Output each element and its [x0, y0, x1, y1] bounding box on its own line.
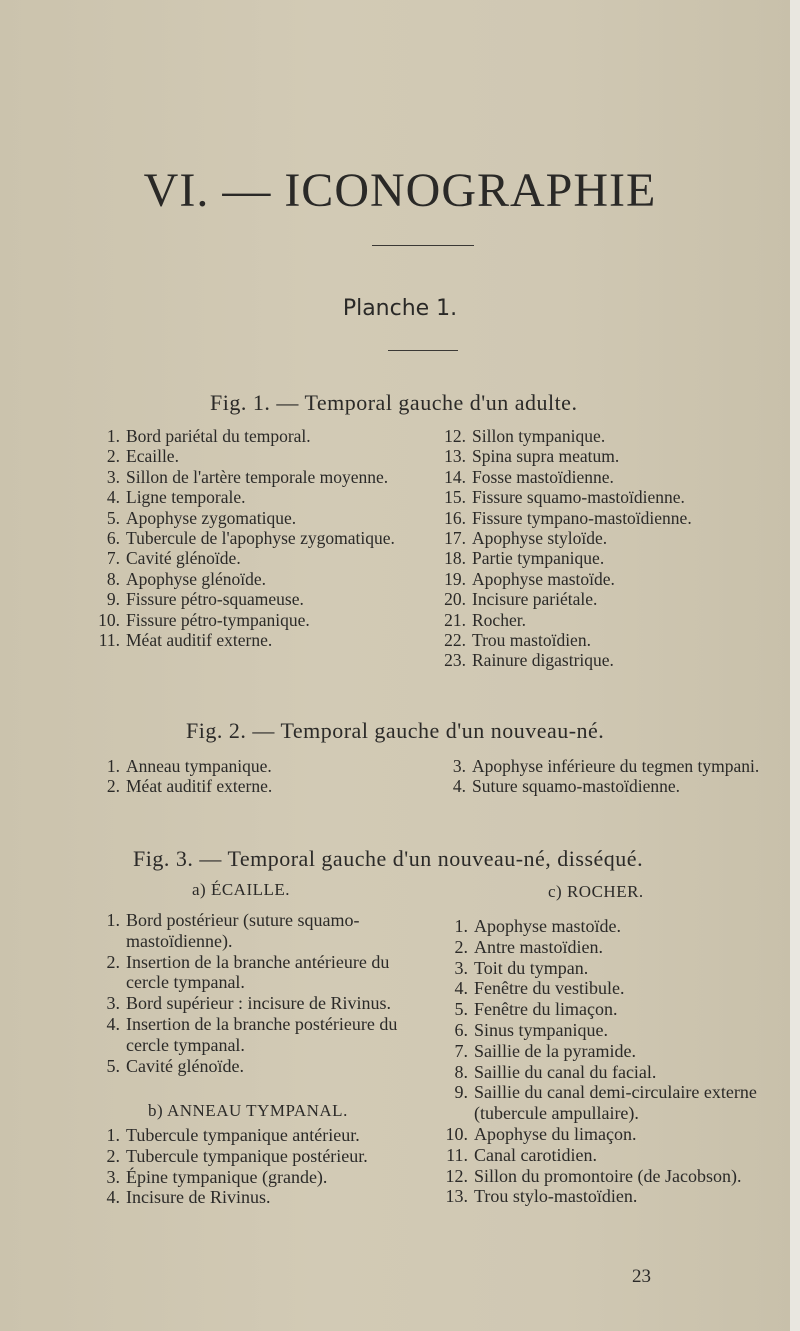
item-text: Canal carotidien.	[474, 1144, 597, 1165]
item-text: Saillie du canal du facial.	[474, 1061, 657, 1082]
item-number: 19.	[444, 568, 466, 589]
item-text: Fissure pétro-tympanique.	[126, 609, 310, 630]
item-number: 2.	[106, 1145, 120, 1166]
list-item	[96, 1014, 412, 1056]
item-number: 1.	[106, 1125, 120, 1145]
item-number: 18.	[444, 548, 466, 569]
item-number: 11.	[98, 630, 120, 651]
item-text: Antre mastoïdien.	[474, 936, 603, 957]
list-item	[442, 446, 772, 466]
item-number: 23.	[444, 650, 466, 671]
fig1-right-list	[442, 426, 772, 671]
item-number: 3.	[452, 756, 466, 776]
item-text: Fissure squamo-mastoïdienne.	[472, 487, 685, 508]
item-text: Ecaille.	[126, 446, 179, 467]
list-item	[96, 548, 396, 568]
item-number: 14.	[444, 466, 466, 487]
list-item	[442, 630, 772, 650]
list-item	[442, 548, 772, 568]
item-text: Tubercule de l'apophyse zygomatique.	[126, 528, 395, 549]
item-text: Rainure digastrique.	[472, 650, 614, 671]
item-text: Insertion de la branche antérieure du cercle tympanal.	[126, 951, 390, 993]
list-item	[444, 1145, 762, 1166]
item-number: 11.	[446, 1144, 468, 1165]
item-number: 4.	[452, 776, 466, 797]
list-item	[444, 1041, 762, 1062]
item-number: 8.	[454, 1061, 468, 1082]
list-item	[96, 952, 412, 994]
list-item	[96, 487, 396, 507]
item-text: Apophyse inférieure du tegmen tympani.	[472, 756, 760, 776]
item-text: Suture squamo-mastoïdienne.	[472, 776, 681, 797]
item-number: 6.	[106, 528, 120, 549]
item-number: 22.	[444, 630, 466, 651]
item-text: Partie tympanique.	[472, 548, 605, 569]
list-item	[442, 467, 772, 487]
item-text: Apophyse mastoïde.	[472, 568, 615, 589]
list-item	[96, 756, 426, 776]
list-item	[444, 1020, 762, 1041]
item-text: Cavité glénoïde.	[126, 1055, 244, 1076]
list-item	[96, 528, 396, 548]
item-number: 7.	[454, 1040, 468, 1061]
item-text: Ligne temporale.	[126, 487, 246, 508]
item-text: Bord pariétal du temporal.	[126, 426, 311, 446]
item-number: 17.	[444, 528, 466, 549]
list-item	[442, 487, 772, 507]
list-item	[444, 1062, 762, 1083]
title-rule	[372, 245, 474, 246]
list-item	[96, 1167, 412, 1188]
item-text: Apophyse zygomatique.	[126, 507, 297, 528]
list-item	[444, 1082, 762, 1124]
item-text: Fissure tympano-mastoïdienne.	[472, 507, 692, 528]
item-text: Sinus tympanique.	[474, 1019, 608, 1040]
list-item	[444, 1186, 762, 1207]
fig3-sub-a: a) ÉCAILLE.	[192, 880, 291, 899]
list-item	[442, 426, 772, 446]
item-number: 5.	[106, 507, 120, 528]
list-item	[96, 630, 396, 650]
item-text: Incisure de Rivinus.	[126, 1187, 271, 1208]
item-text: Saillie du canal demi-circulaire externe (tubercule ampullaire).	[474, 1082, 757, 1124]
item-text: Bord supérieur : incisure de Rivinus.	[126, 993, 391, 1014]
fig1-left-list	[96, 426, 396, 650]
item-number: 3.	[106, 993, 120, 1014]
list-item	[444, 916, 762, 937]
fig1-title: Fig. 1. — Temporal gauche d'un adulte.	[210, 390, 578, 415]
list-item	[96, 508, 396, 528]
item-text: Sillon de l'artère temporale moyenne.	[126, 466, 389, 487]
list-item	[442, 610, 772, 630]
item-text: Rocher.	[472, 609, 526, 630]
item-number: 7.	[106, 548, 120, 569]
item-number: 20.	[444, 589, 466, 610]
list-item	[96, 1146, 412, 1167]
list-item	[96, 993, 412, 1014]
item-number: 3.	[454, 957, 468, 978]
item-text: Apophyse glénoïde.	[126, 568, 266, 589]
item-number: 10.	[98, 609, 120, 630]
fig2-right-list	[442, 756, 762, 797]
list-item	[442, 650, 772, 670]
fig3-title: Fig. 3. — Temporal gauche d'un nouveau-né, disséqué.	[133, 846, 644, 871]
item-number: 4.	[106, 1013, 120, 1034]
item-number: 6.	[454, 1019, 468, 1040]
item-text: Anneau tympanique.	[126, 756, 272, 776]
item-number: 13.	[445, 1186, 468, 1207]
item-number: 2.	[454, 936, 468, 957]
item-text: Apophyse du limaçon.	[474, 1123, 637, 1144]
item-number: 2.	[106, 446, 120, 467]
item-number: 10.	[445, 1123, 468, 1144]
item-number: 13.	[444, 446, 466, 467]
list-item	[96, 446, 396, 466]
item-number: 8.	[106, 568, 120, 589]
list-item	[96, 776, 426, 796]
fig3-sub-c: c) ROCHER.	[548, 882, 644, 901]
item-number: 9.	[106, 589, 120, 610]
list-item	[442, 589, 772, 609]
list-item	[96, 426, 396, 446]
item-number: 15.	[444, 487, 466, 508]
item-number: 2.	[106, 951, 120, 972]
item-number: 1.	[106, 426, 120, 446]
item-text: Apophyse styloïde.	[472, 528, 608, 549]
item-number: 1.	[106, 910, 120, 930]
list-item	[96, 610, 396, 630]
list-item	[444, 999, 762, 1020]
list-item	[442, 569, 772, 589]
list-item	[444, 978, 762, 999]
item-text: Trou stylo-mastoïdien.	[474, 1186, 638, 1207]
fig3-c-list	[444, 916, 762, 1207]
item-text: Toit du tympan.	[474, 957, 589, 978]
planche-rule	[388, 350, 458, 351]
item-number: 12.	[445, 1165, 468, 1186]
list-item	[442, 756, 762, 776]
fig3-b-list	[96, 1125, 412, 1208]
item-number: 16.	[444, 507, 466, 528]
item-number: 12.	[444, 426, 466, 446]
fig3-a-list	[96, 910, 412, 1076]
item-text: Insertion de la branche postérieure du cercle tympanal.	[126, 1013, 398, 1055]
item-number: 21.	[444, 609, 466, 630]
item-text: Sillon tympanique.	[472, 426, 606, 446]
list-item	[442, 528, 772, 548]
item-text: Épine tympanique (grande).	[126, 1166, 328, 1187]
item-text: Apophyse mastoïde.	[474, 916, 621, 936]
list-item	[444, 958, 762, 979]
list-item	[96, 910, 412, 952]
item-text: Fenêtre du limaçon.	[474, 999, 618, 1020]
item-text: Méat auditif externe.	[126, 630, 273, 651]
item-number: 3.	[106, 1166, 120, 1187]
item-text: Incisure pariétale.	[472, 589, 598, 610]
item-number: 1.	[454, 916, 468, 936]
item-text: Fissure pétro-squameuse.	[126, 589, 304, 610]
list-item	[444, 937, 762, 958]
item-text: Tubercule tympanique postérieur.	[126, 1145, 368, 1166]
fig2-title: Fig. 2. — Temporal gauche d'un nouveau-né.	[186, 718, 605, 743]
list-item	[442, 776, 762, 796]
item-text: Tubercule tympanique antérieur.	[126, 1125, 360, 1145]
fig3-sub-b: b) ANNEAU TYMPANAL.	[148, 1101, 348, 1120]
list-item	[96, 1125, 412, 1146]
item-text: Sillon du promontoire (de Jacobson).	[474, 1165, 742, 1186]
item-text: Cavité glénoïde.	[126, 548, 241, 569]
item-number: 4.	[106, 1187, 120, 1208]
item-text: Trou mastoïdien.	[472, 630, 591, 651]
list-item	[444, 1166, 762, 1187]
page-number: 23	[632, 1266, 651, 1287]
list-item	[96, 1056, 412, 1077]
item-number: 3.	[106, 466, 120, 487]
list-item	[442, 508, 772, 528]
item-number: 2.	[106, 776, 120, 797]
item-number: 5.	[106, 1055, 120, 1076]
list-item	[96, 1187, 412, 1208]
item-number: 4.	[106, 487, 120, 508]
item-number: 4.	[454, 978, 468, 999]
section-title: VI. — ICONOGRAPHIE	[143, 164, 657, 217]
item-number: 1.	[106, 756, 120, 776]
item-text: Bord postérieur (suture squamo-mastoïdienne).	[126, 910, 360, 951]
item-text: Fosse mastoïdienne.	[472, 466, 614, 487]
fig2-left-list	[96, 756, 426, 797]
planche-heading: Planche 1.	[342, 296, 458, 321]
item-text: Méat auditif externe.	[126, 776, 273, 797]
item-number: 5.	[454, 999, 468, 1020]
item-number: 9.	[454, 1082, 468, 1103]
list-item	[96, 467, 396, 487]
item-text: Spina supra meatum.	[472, 446, 620, 467]
list-item	[96, 589, 396, 609]
list-item	[96, 569, 396, 589]
list-item	[444, 1124, 762, 1145]
item-text: Saillie de la pyramide.	[474, 1040, 636, 1061]
item-text: Fenêtre du vestibule.	[474, 978, 625, 999]
